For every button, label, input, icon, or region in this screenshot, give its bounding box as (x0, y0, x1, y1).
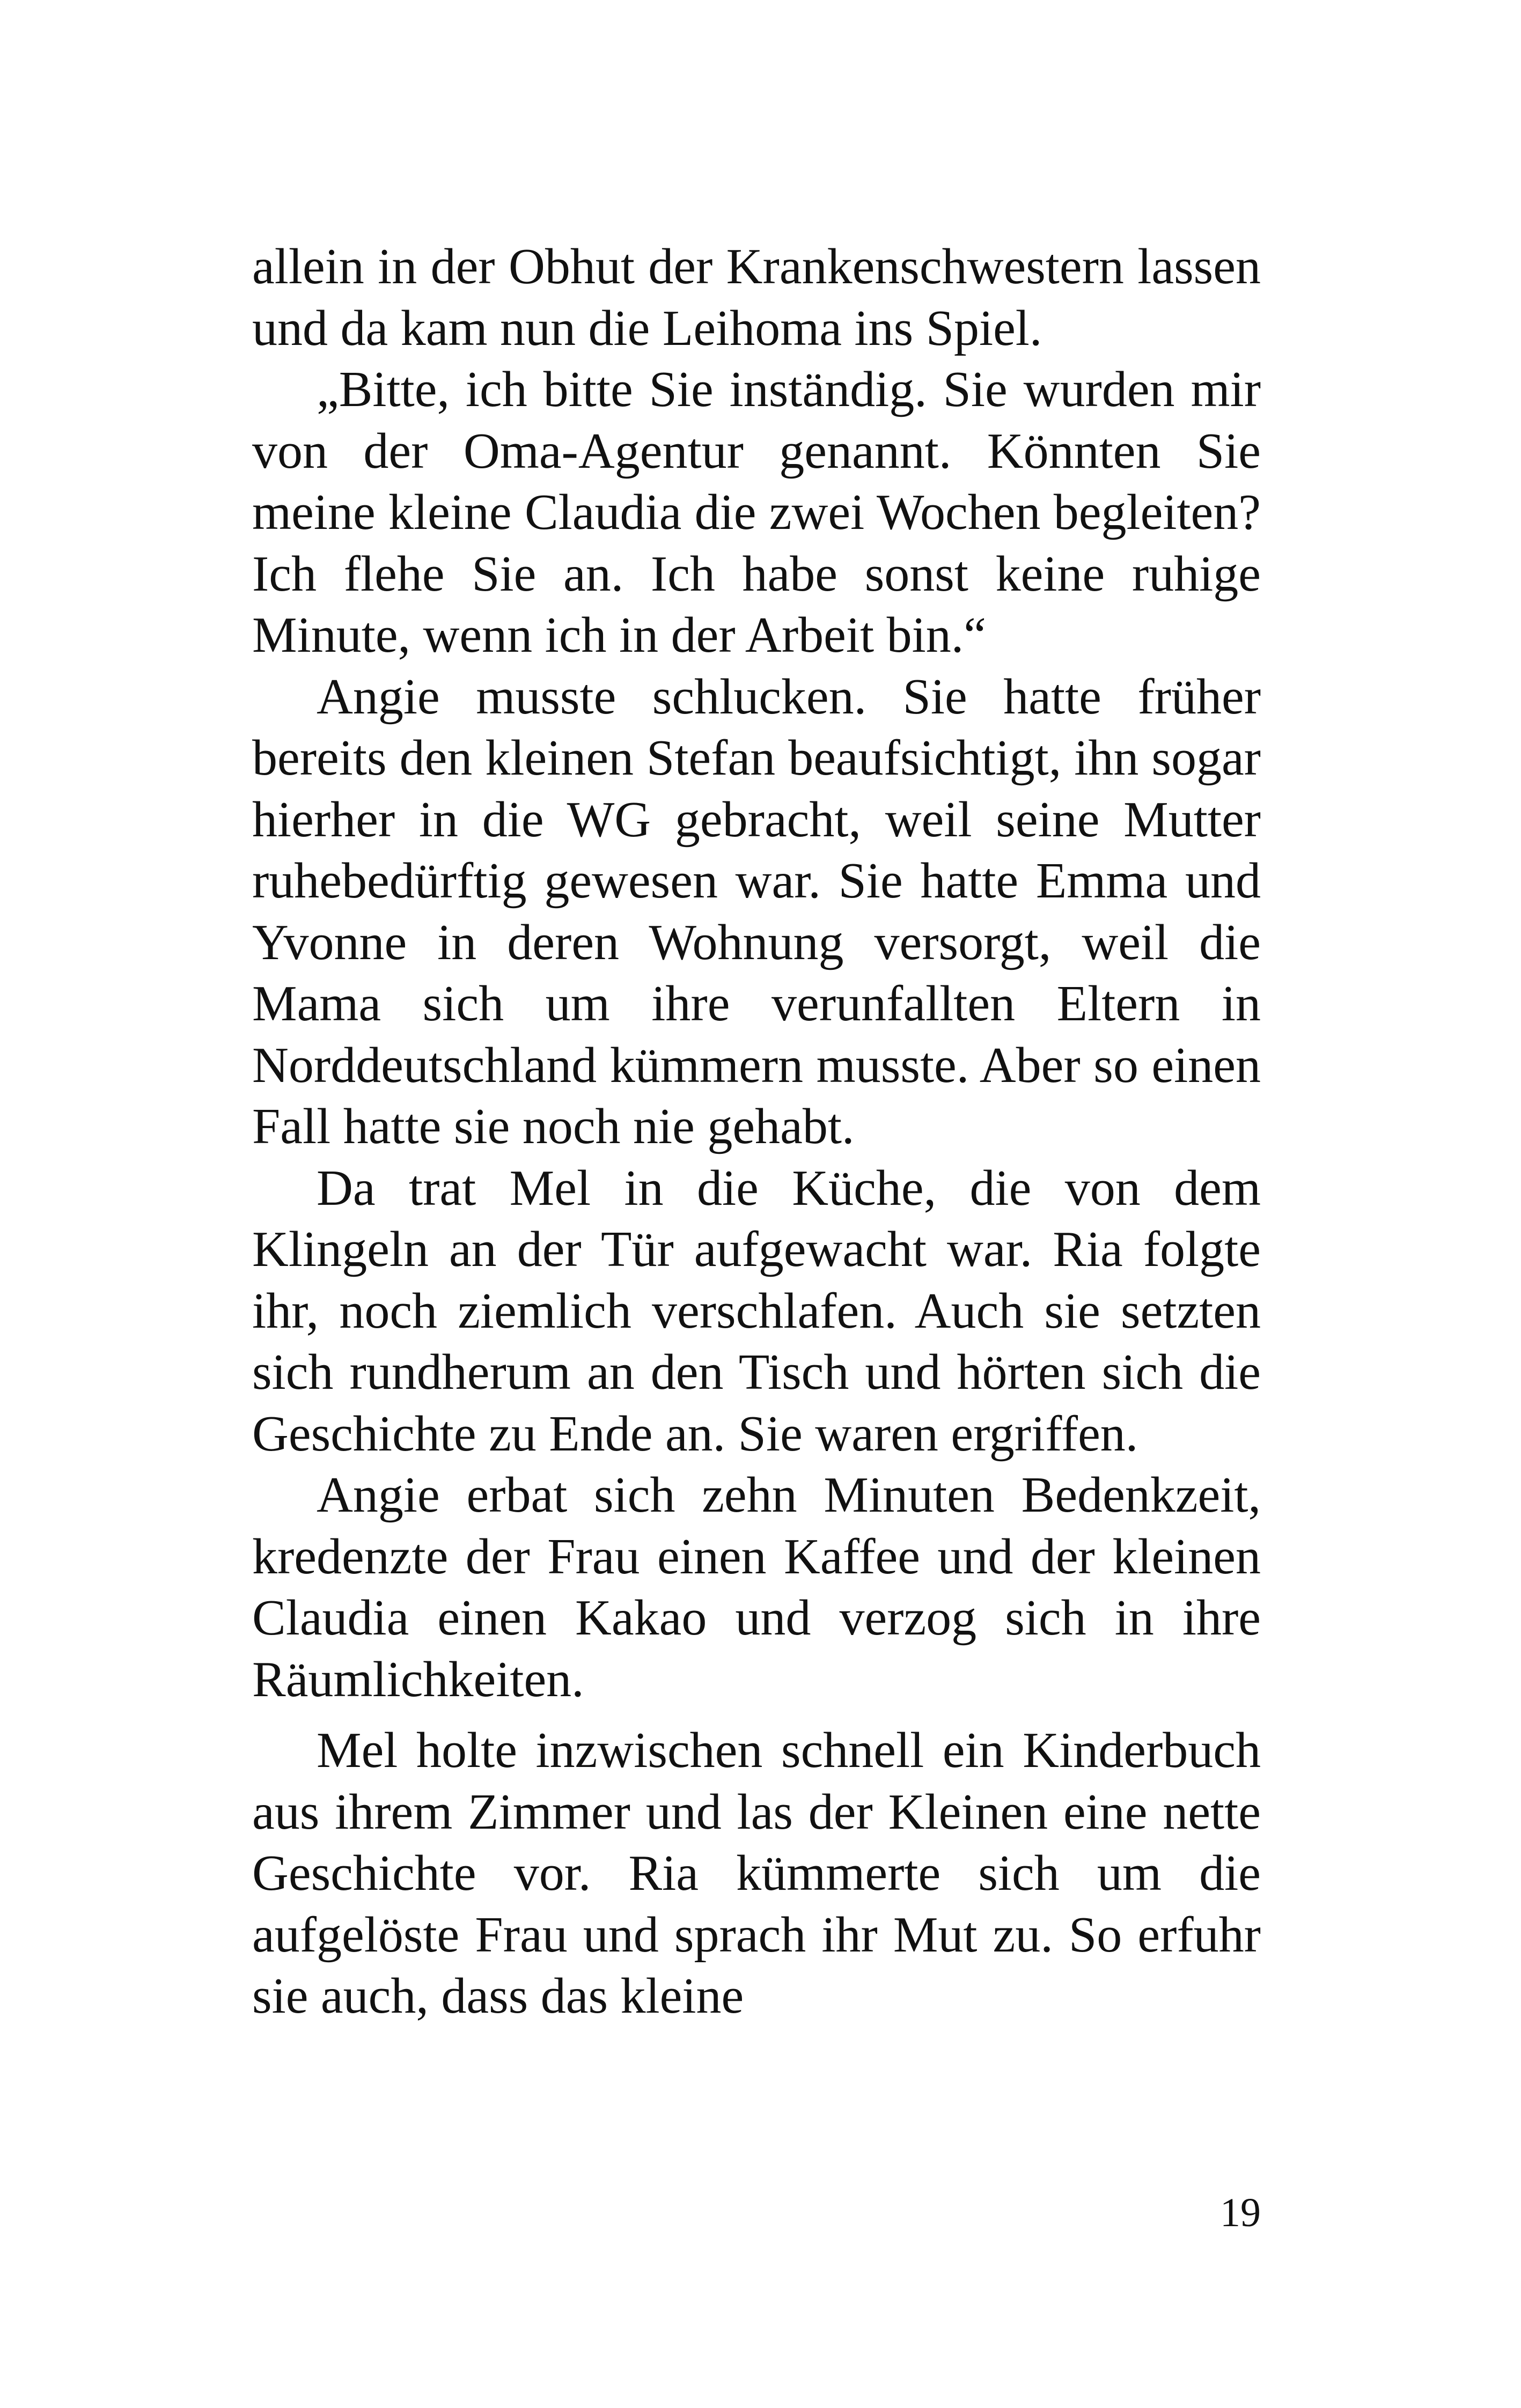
paragraph: Angie erbat sich zehn Minuten Bedenkzeit, kredenzte der Frau einen Kaffee und der kleinen Claudia einen Kakao und verzog sich in ihre Räumlichkeiten. (252, 1467, 1261, 1707)
paragraph: Mel holte inzwischen schnell ein Kinderbuch aus ihrem Zimmer und las der Kleinen eine nette Geschichte vor. Ria kümmerte sich um die aufgelöste Frau und sprach ihr Mut zu. So erfuhr sie auch, dass das kleine (252, 1722, 1261, 2024)
body-text (252, 236, 1261, 2027)
paragraph: allein in der Obhut der Krankenschwestern lassen und da kam nun die Leihoma ins Spiel. (252, 239, 1261, 356)
paragraph: Angie musste schlucken. Sie hatte früher bereits den kleinen Stefan beaufsichtigt, ihn sogar hierher in die WG gebracht, weil seine Mutter ruhebedürftig gewesen war. Sie hatte Emma und Yvonne in deren Wohnung versorgt, weil die Mama sich um ihre verunfallten Eltern in Norddeutschland kümmern musste. Aber so einen Fall hatte sie noch nie gehabt. (252, 668, 1261, 1154)
page-number: 19 (1220, 2190, 1261, 2235)
paragraph: Da trat Mel in die Küche, die von dem Klingeln an der Tür aufgewacht war. Ria folgte ihr, noch ziemlich verschlafen. Auch sie setzten sich rundherum an den Tisch und hörten sich die Geschichte zu Ende an. Sie waren ergriffen. (252, 1160, 1261, 1462)
paragraph: „Bitte, ich bitte Sie inständig. Sie wurden mir von der Oma-Agentur genannt. Könnten Sie meine kleine Claudia die zwei Wochen begleiten? Ich flehe Sie an. Ich habe sonst keine ruhige Minute, wenn ich in der Arbeit bin.“ (252, 362, 1261, 663)
